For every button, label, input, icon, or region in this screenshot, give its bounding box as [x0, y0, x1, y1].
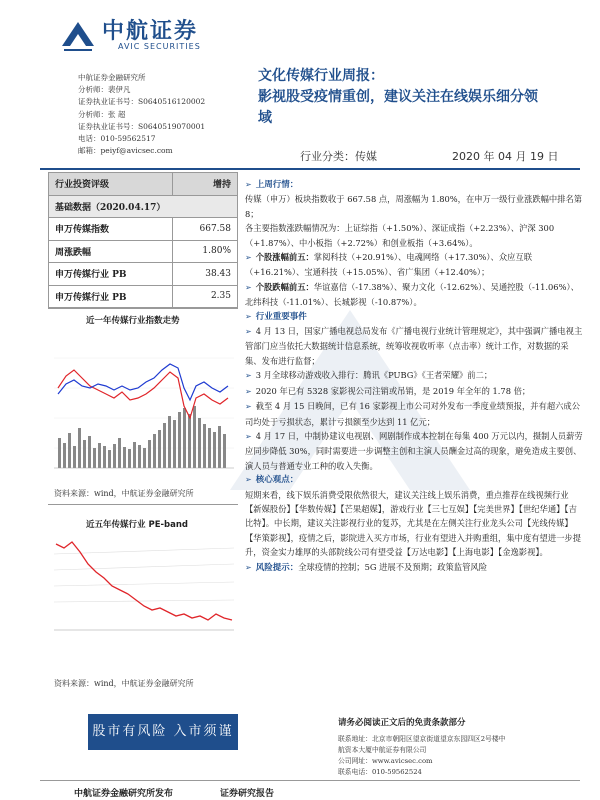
- core-view-text: 短期来看，线下娱乐消费受限依然很大，建议关注线上娱乐消费，重点推荐在线视频行业【新媒股份】【华数传媒】【芒果超媒】，游戏行业【三七互娱】【完美世界】【世纪华通】【吉比特】。中长期，建议关注影视行业的复苏，尤其是在左侧关注行业龙头公司【光线传媒】【华策影视】，疫情之后，影院进入买方市场，行业有望进入并购重组，集中度有望进一步提升，资金实力雄厚的头部院线公司有望受益【万达电影】【上海电影】【金逸影视】。: [245, 489, 582, 558]
- event-item: ➢ 4 月 17 日，中制协建议电视剧、网剧制作成本控制在每集 400 万元以内，摄制人员薪劳应同步降低 30%，同时需要进一步调整主创和主演人员酬金过高的现象，避免造成主要创、演人员与普通专业工种的收入失衡。: [245, 429, 585, 473]
- chart1-top-rule: [48, 308, 238, 309]
- table-row: [49, 240, 238, 263]
- top-gainers: [245, 250, 585, 280]
- analyst-line: 证券执业证书号：S0640519070001: [78, 121, 206, 131]
- event-item: ➢ 4 月 13 日，国家广播电视总局发布《广播电视行业统计管理规定》，其中强调广播电视主管部门应当依托大数据统计信息系统，统筹收视收听率（点击率）统计工作，对数据的采集、发布进行监督；: [245, 324, 585, 368]
- risk-label: 风险提示：: [255, 562, 299, 573]
- report-title-line: 影视股受疫情重创，建议关注在线娱乐细分领: [258, 89, 538, 105]
- avic-logo-icon: [58, 16, 98, 56]
- rating-table: [48, 172, 238, 308]
- analyst-line: 电话：010-59562517: [78, 134, 156, 144]
- pe-band-chart: [54, 534, 234, 634]
- contact-line: 联系电话：010-59562524: [338, 768, 422, 776]
- report-title-line: 文化传媒行业周报：: [258, 68, 384, 84]
- analyst-line: 分析师：张 超: [78, 109, 126, 119]
- footer-divider: [40, 780, 580, 781]
- top-losers-text: 华谊嘉信（-17.38%）、聚力文化（-12.62%）、吴通控股（-11.06%）、北纬科技（-11.01%）、长城影视（-10.87%）。: [245, 281, 579, 308]
- section-title-market: ➢ 上周行情：: [245, 178, 585, 192]
- top-losers: [245, 280, 585, 310]
- base-data-label: 基础数据（2020.04.17）: [49, 195, 238, 218]
- top-gainers-label: 个股涨幅前五：: [255, 252, 314, 263]
- paragraph: 传媒（申万）板块指数收于 667.58 点，周涨幅为 1.80%，在申万一级行业涨跌幅中排名第 8；: [245, 194, 583, 219]
- report-title: [258, 66, 588, 129]
- table-row: [49, 285, 238, 308]
- event-item: ➢ 2020 年已有 5328 家影视公司注销或吊销，是 2019 年全年的 1.78 倍；: [245, 384, 585, 399]
- analyst-line: 证券执业证书号：S0640516120002: [78, 97, 206, 107]
- footer-report-type: 证券研究报告: [220, 789, 275, 799]
- contact-line: 航资本大厦中航证券有限公司: [338, 746, 427, 754]
- analyst-line: 邮箱：peiyf@avicsec.com: [78, 146, 173, 156]
- contact-info: [338, 734, 505, 778]
- disclaimer-note: 请务必阅读正文后的免责条款部分: [338, 718, 466, 728]
- risk-text: 全球疫情的控制；5G 进展不及预期；政策监管风险: [298, 561, 487, 572]
- rating-header-label: 行业投资评级: [49, 173, 173, 196]
- row-value: 38.43: [172, 263, 237, 286]
- top-losers-label: 个股跌幅前五：: [255, 281, 314, 292]
- chart2-title: 近五年传媒行业 PE-band: [86, 520, 188, 530]
- analyst-line: 中航证券金融研究所: [78, 73, 146, 82]
- row-value: 1.80%: [172, 240, 237, 263]
- company-logo: [58, 14, 228, 60]
- rating-header-value: 增持: [172, 173, 237, 196]
- logo-english-name: AVIC SECURITIES: [118, 42, 201, 51]
- analyst-info: [78, 72, 205, 157]
- chart1-title: 近一年传媒行业指数走势: [86, 316, 180, 326]
- paragraph: 各主要指数涨跌幅情况为：上证综指（+1.50%）、深证成指（+2.23%）、沪深 300（+1.87%）、中小板指（+2.72%）和创业板指（+3.64%）。: [245, 223, 555, 248]
- header-divider: [40, 168, 580, 170]
- row-value: 2.35: [172, 285, 237, 308]
- analyst-line: 分析师：裴伊凡: [78, 85, 131, 95]
- table-row: [49, 263, 238, 286]
- risk-slogan: 股市有风险 入市须谨慎: [88, 714, 238, 750]
- chart1-source: 资料来源：wind，中航证券金融研究所: [54, 489, 194, 498]
- industry-category: 行业分类：传媒: [300, 150, 377, 163]
- row-label: 申万传媒指数: [49, 218, 173, 241]
- rating-header-row: [49, 173, 238, 196]
- footer-publisher: 中航证券金融研究所发布: [74, 789, 174, 799]
- row-label: 申万传媒行业 PB: [49, 285, 173, 308]
- body-text: [245, 178, 585, 575]
- event-item: ➢ 截至 4 月 15 日晚间，已有 16 家影视上市公司对外发布一季度业绩预报，并有超六成公司均处于亏损状态，累计亏损额至少达到 11 亿元；: [245, 399, 585, 429]
- report-date: 2020 年 04 月 19 日: [452, 150, 559, 163]
- risk-warning: [245, 560, 585, 575]
- row-label: 申万传媒行业 PB: [49, 263, 173, 286]
- table-row: [49, 218, 238, 241]
- logo-chinese-name: 中航证券: [102, 19, 199, 44]
- chart2-top-rule: [48, 504, 238, 505]
- section-title-events: ➢ 行业重要事件: [245, 310, 585, 324]
- contact-line: 公司网址：www.avicsec.com: [338, 757, 433, 765]
- row-value: 667.58: [172, 218, 237, 241]
- row-label: 周涨跌幅: [49, 240, 173, 263]
- chart2-source: 资料来源：wind，中航证券金融研究所: [54, 679, 194, 688]
- top-gainers-text: 掌阅科技（+20.91%）、电魂网络（+17.30%）、众应互联（+16.21%）、宝通科技（+15.05%）、省广集团（+12.40%）；: [245, 252, 533, 278]
- report-title-line: 域: [258, 110, 272, 126]
- contact-line: 联系地址：北京市朝阳区望京街道望京东园四区2号楼中: [338, 735, 506, 743]
- section-title-views: ➢ 核心观点：: [245, 473, 585, 487]
- index-trend-chart: [54, 328, 234, 478]
- event-item: ➢ 3 月全球移动游戏收入排行：腾讯《PUBG》《王者荣耀》前二；: [245, 368, 585, 383]
- base-data-row: [49, 195, 238, 218]
